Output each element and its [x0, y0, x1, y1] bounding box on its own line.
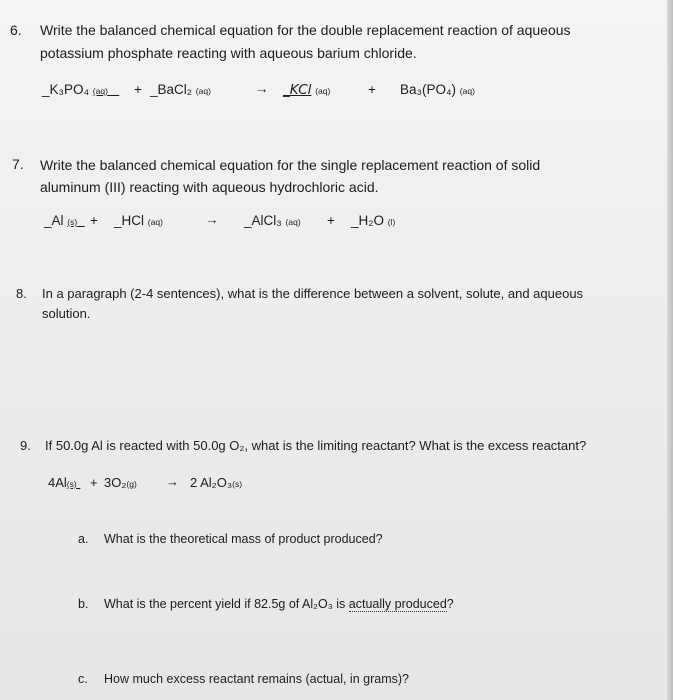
- q8-prompt-line2: solution.: [42, 306, 91, 321]
- q9a-text: What is the theoretical mass of product produced?: [104, 532, 383, 546]
- q6-product1: _KCl (aq): [283, 82, 331, 98]
- q7-arrow: →: [205, 212, 219, 227]
- q6-reactant1-state: (aq): [92, 86, 108, 96]
- q7-reactant1: _Al (s): [44, 213, 78, 228]
- q6-product2: Ba₃(PO₄) (aq): [400, 82, 475, 97]
- q9b-text: What is the percent yield if 82.5g of Al₂O₃ is actually produced?: [104, 597, 454, 611]
- q9c-label: c.: [78, 672, 88, 686]
- page-edge: [667, 0, 673, 700]
- q7-plus1: +: [90, 213, 98, 228]
- q8-number: 8.: [16, 286, 27, 301]
- q6-prompt-line1: Write the balanced chemical equation for the double replacement reaction of aqueous: [40, 22, 571, 38]
- q9-product: 2 Al₂O₃(s): [190, 475, 243, 490]
- q7-product2: _H₂O (l): [351, 213, 396, 228]
- q7-number: 7.: [12, 156, 24, 172]
- q6-prompt-line2: potassium phosphate reacting with aqueous barium chloride.: [40, 45, 417, 61]
- q9-reactant1: 4Al(s): [48, 475, 77, 490]
- q9a-label: a.: [78, 532, 89, 546]
- q9-arrow: →: [166, 474, 179, 489]
- q6-reactant1: _K₃PO₄ (aq): [42, 82, 108, 97]
- q9-plus1: +: [90, 475, 98, 490]
- q9c-text: How much excess reactant remains (actual, in grams)?: [104, 672, 409, 686]
- q7-plus2: +: [327, 213, 335, 228]
- q9-number: 9.: [20, 438, 31, 453]
- q9-reactant2: 3O₂(g): [104, 475, 137, 490]
- q6-plus1: +: [134, 82, 142, 97]
- q9-prompt: If 50.0g Al is reacted with 50.0g O₂, what is the limiting reactant? What is the excess reactant?: [45, 438, 587, 453]
- q7-reactant2: _HCl (aq): [114, 213, 163, 228]
- q9b-label: b.: [78, 597, 89, 611]
- q6-reactant2: _BaCl₂ (aq): [150, 82, 211, 97]
- q7-product1: _AlCl₃ (aq): [244, 213, 301, 228]
- q7-prompt-line1: Write the balanced chemical equation for the single replacement reaction of solid: [40, 157, 541, 173]
- q7-prompt-line2: aluminum (III) reacting with aqueous hydrochloric acid.: [40, 179, 379, 195]
- q8-prompt-line1: In a paragraph (2-4 sentences), what is the difference between a solvent, solute, and aqueous: [42, 286, 584, 301]
- q6-arrow: →: [255, 81, 269, 96]
- q9b-emphasis: actually produced: [348, 597, 447, 611]
- q6-number: 6.: [10, 22, 22, 38]
- q6-plus2: +: [368, 82, 376, 97]
